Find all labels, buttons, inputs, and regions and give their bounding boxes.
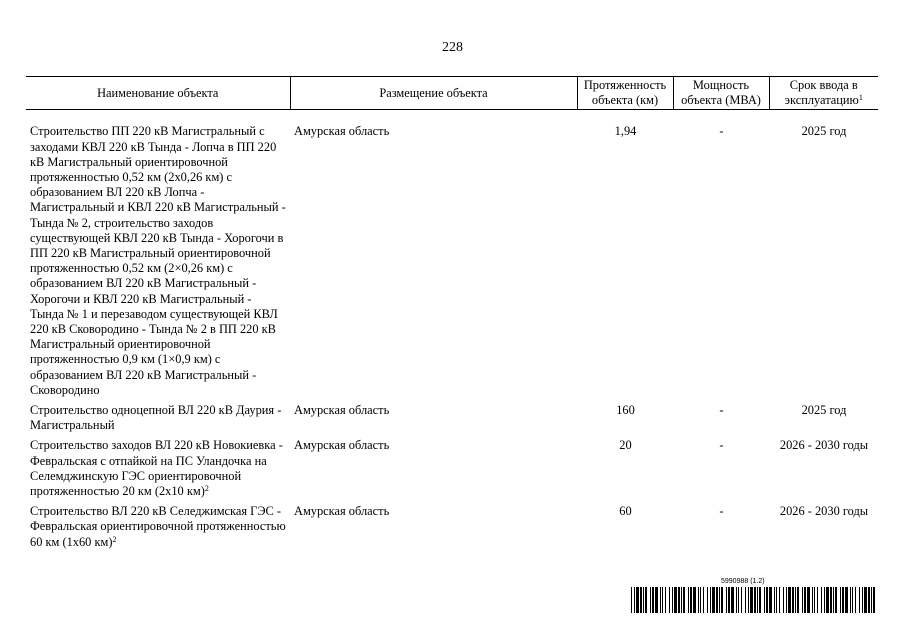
object-power: -: [719, 438, 724, 453]
header-term-text: Срок ввода в эксплуатацию: [784, 78, 859, 108]
object-length: 60: [619, 504, 632, 519]
object-name: [26, 504, 290, 555]
table-row: [26, 403, 878, 438]
header-length: Протяженность объекта (км): [577, 77, 673, 110]
object-location: Амурская область: [294, 124, 390, 139]
header-location: Размещение объекта: [290, 77, 577, 110]
header-power: Мощность объекта (МВА): [673, 77, 769, 110]
table-header-row: [26, 77, 878, 110]
table-row: [26, 438, 878, 504]
object-term: 2026 - 2030 годы: [779, 504, 869, 519]
table-row: [26, 504, 878, 555]
object-term: 2025 год: [801, 124, 847, 139]
barcode-block: [631, 578, 879, 614]
object-name-text: Строительство ВЛ 220 кВ Селеджимская ГЭС - Февральская ориентировочной протяженностью 60 км (1х60 км): [30, 504, 286, 549]
barcode-label: 5990988 (1.2): [721, 578, 765, 585]
objects-table: [26, 76, 878, 555]
header-name: Наименование объекта: [26, 77, 290, 110]
object-name: [26, 124, 290, 403]
object-name: [26, 403, 290, 438]
barcode-icon: [631, 587, 879, 613]
table-row: [26, 124, 878, 403]
header-term-footnote: 1: [858, 93, 863, 103]
object-power: -: [719, 504, 724, 519]
object-name: [26, 438, 290, 504]
header-term: [769, 77, 878, 110]
object-location: Амурская область: [294, 504, 390, 519]
object-location: Амурская область: [294, 438, 390, 453]
object-length: 1,94: [614, 124, 637, 139]
object-name-text: Строительство одноцепной ВЛ 220 кВ Даурия - Магистральный: [30, 403, 282, 433]
object-length: 20: [619, 438, 632, 453]
object-name-footnote: 2: [112, 534, 117, 544]
object-length: 160: [616, 403, 635, 418]
object-power: -: [719, 124, 724, 139]
object-term: 2026 - 2030 годы: [779, 438, 869, 453]
object-power: -: [719, 403, 724, 418]
object-term: 2025 год: [801, 403, 847, 418]
page-number: 228: [442, 40, 463, 55]
object-name-text: Строительство ПП 220 кВ Магистральный с заходами КВЛ 220 кВ Тында - Лопча в ПП 220 кВ Магистральный ориентировочной протяженностью 0,52 км (2х0,26 км) с образованием ВЛ 220 кВ Лопча - Магистральный и КВЛ 220 кВ Магистральный - Тында № 2, строительство заходов существующей КВЛ 220 кВ Тында - Хорогочи в ПП 220 кВ Магистральный ориентировочной протяженностью 0,52 км (2×0,26 км) с образованием ВЛ 220 кВ Магистральный - Хорогочи и КВЛ 220 кВ Магистральный - Тында № 1 и перезаводом существующей КВЛ 220 кВ Сковородино - Тында № 2 в ПП 220 кВ Магистральный ориентировочной протяженностью 0,9 км (1×0,9 км) с образованием ВЛ 220 кВ Магистральный - Сковородино: [30, 124, 286, 397]
object-name-text: Строительство заходов ВЛ 220 кВ Новокиевка - Февральская с отпайкой на ПС Уландочка на Селемджинскую ГЭС ориентировочной протяженностью 20 км (2х10 км): [30, 438, 283, 499]
object-location: Амурская область: [294, 403, 390, 418]
object-name-footnote: 2: [204, 484, 209, 494]
